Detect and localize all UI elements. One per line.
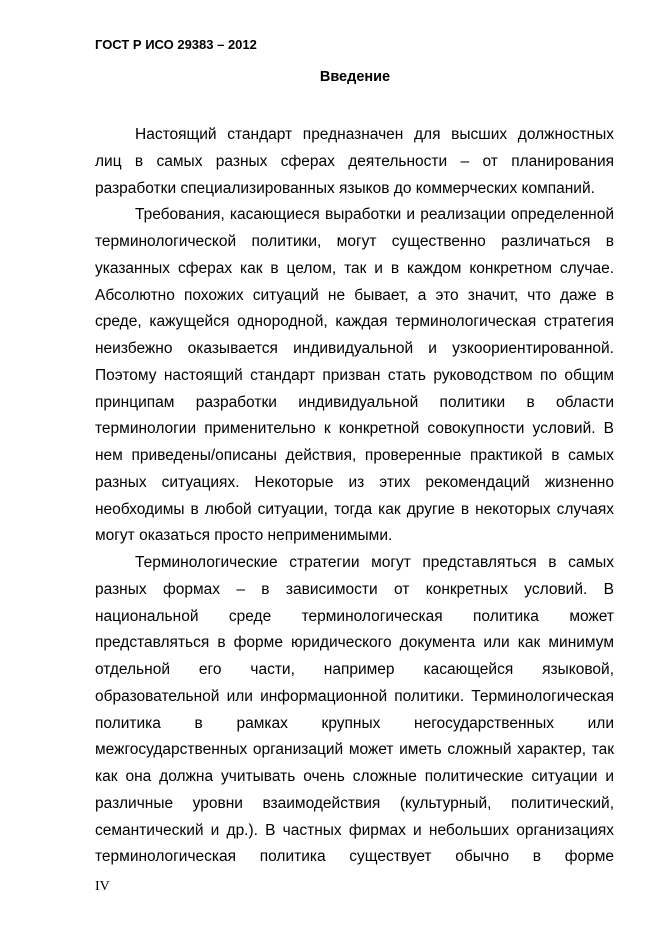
paragraph-line: терминологии применительно к конкретной совокупности условий. В [95, 420, 614, 438]
paragraph-line: разных формах – в зависимости от конкретных условий. В [95, 580, 614, 598]
document-header: ГОСТ Р ИСО 29383 – 2012 [95, 37, 257, 52]
paragraph-line: образовательной или информационной политики. Терминологическая [95, 687, 614, 705]
paragraph-line: Абсолютно похожих ситуаций не бывает, а это значит, что даже в [95, 286, 614, 304]
paragraph-line: различные уровни взаимодействия (культурный, политический, [95, 794, 614, 812]
paragraph-line: нем приведены/описаны действия, проверенные практикой в самых [95, 447, 614, 464]
paragraph-line: национальной среде терминологическая политика может [95, 607, 614, 625]
paragraph-line: отдельной его части, например касающейся языковой, [95, 661, 614, 678]
paragraph-line: терминологической политики, могут существенно различаться в [95, 233, 614, 250]
paragraph-line: среде, кажущейся однородной, каждая терминологическая стратегия [95, 313, 614, 331]
section-title: Введение [319, 69, 391, 85]
paragraph-line: Настоящий стандарт предназначен для высших должностных [135, 126, 614, 143]
paragraph-line: разработки специализированных языков до коммерческих компаний. [95, 179, 595, 197]
paragraph-line: разных ситуациях. Некоторые из этих рекомендаций жизненно [95, 473, 614, 491]
page-number: IV [95, 879, 110, 894]
paragraph-line: принципам разработки индивидуальной политики в области [95, 393, 614, 411]
paragraph-line: Поэтому настоящий стандарт призван стать руководством по общим [95, 366, 614, 384]
paragraph-line: межгосударственных организаций может иметь сложный характер, так [95, 741, 614, 759]
paragraph-line: представляться в форме юридического документа или как минимум [95, 634, 614, 652]
paragraph-line: Терминологические стратегии могут представляться в самых [135, 554, 614, 571]
paragraph-line: терминологическая политика существует обычно в форме [95, 848, 614, 866]
paragraph-line: политика в рамках крупных негосударственных или [95, 714, 614, 732]
document-body [95, 122, 614, 871]
paragraph-line: неизбежно оказывается индивидуальной и узкоориентированной. [95, 340, 614, 357]
paragraph-line: могут оказаться просто неприменимыми. [95, 527, 393, 545]
paragraph-line: как она должна учитывать очень сложные политические ситуации и [95, 768, 614, 785]
paragraph-line: семантический и др.). В частных фирмах и небольших организациях [95, 821, 614, 839]
paragraph-line: необходимы в любой ситуации, тогда как другие в некоторых случаях [95, 500, 614, 518]
paragraph-line: указанных сферах как в целом, так и в каждом конкретном случае. [95, 259, 614, 277]
paragraph-line: лиц в самых разных сферах деятельности – от планирования [95, 152, 614, 170]
paragraph-line: Требования, касающиеся выработки и реализации определенной [135, 206, 614, 224]
